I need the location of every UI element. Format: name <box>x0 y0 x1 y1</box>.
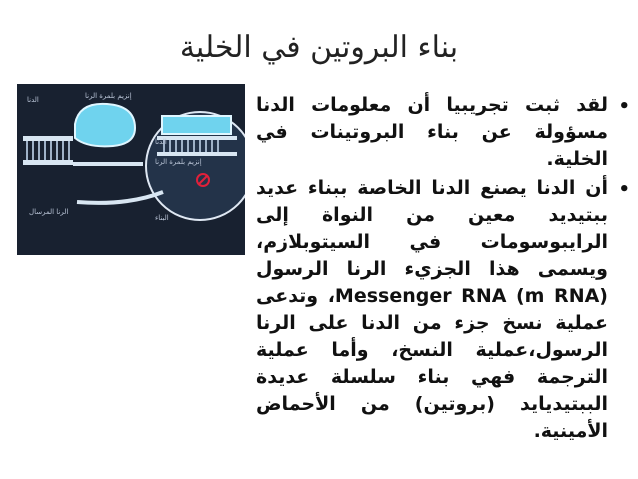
bullet-text: أن الدنا يصنع الدنا الخاصة ببناء عديد ببتيديد معين من النواة إلى الرايبوسومات في السيتوبلازم، ويسمى هذا الجزيء الرنا الرسول Messenger RNA (m RNA)، وتدعى عملية نسخ جزء من الدنا على الرنا الرسول،عملية النسخ، وأما عملية الترجمة فهي بناء سلسلة عديدة الببتيديايد (بروتين) من الأحماض الأمينية. <box>256 177 608 442</box>
label-rna-polymerase-right: إنزيم بلمرة الرنا <box>155 158 202 166</box>
slide-title: بناء البروتين في الخلية <box>179 30 459 65</box>
bullet-dot-icon: • <box>618 96 630 117</box>
label-messenger-rna: الرنا المرسال <box>29 208 69 216</box>
rna-polymerase-right-shape <box>162 116 231 134</box>
transcript-strand-left <box>73 162 143 166</box>
rna-polymerase-left-shape <box>75 104 135 147</box>
label-building: البناء <box>155 214 169 222</box>
bullet-item <box>256 175 630 445</box>
label-rna-polymerase-left: إنزيم بلمرة الرنا <box>85 92 132 100</box>
bullet-dot-icon: • <box>618 179 630 200</box>
bullet-list <box>256 92 630 447</box>
bullet-text: لقد ثبت تجريبيا أن معلومات الدنا مسؤولة عن بناء البروتينات في الخلية. <box>256 94 608 170</box>
label-dna-inner: الدنا <box>155 138 167 146</box>
label-dna: الدنا <box>27 96 39 104</box>
transcription-diagram-svg <box>17 84 245 255</box>
transcription-diagram <box>17 84 245 255</box>
bullet-item <box>256 92 630 173</box>
